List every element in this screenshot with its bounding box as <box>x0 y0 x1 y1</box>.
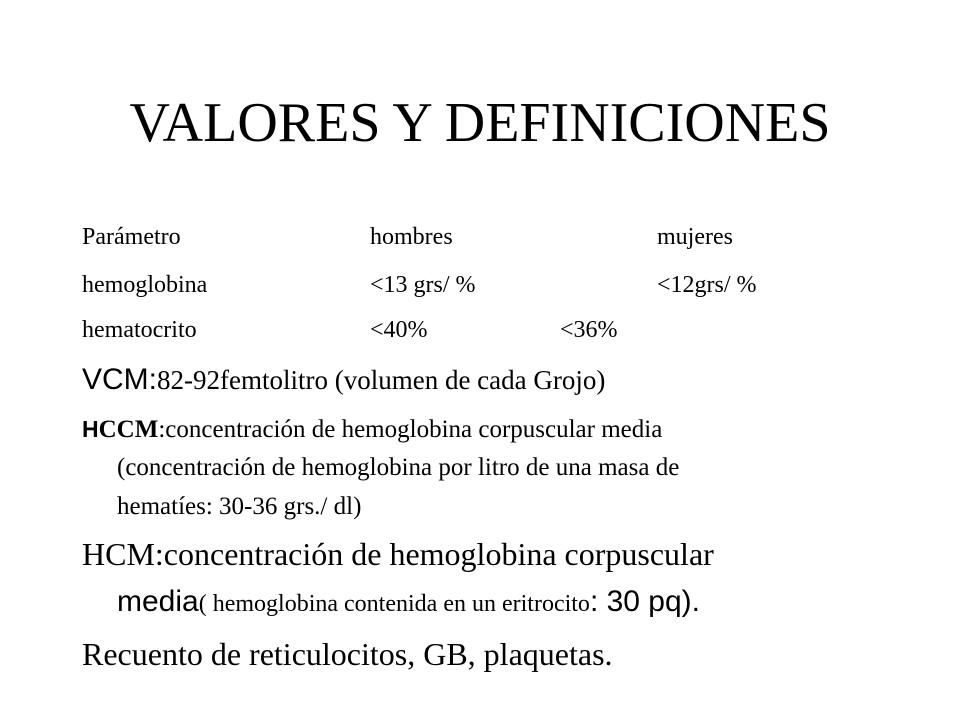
header-mujeres: mujeres <box>657 224 733 250</box>
cell-hematocrito-hombres: <40% <box>370 317 428 343</box>
cell-hemoglobina-label: hemoglobina <box>82 272 208 298</box>
table-row-hematocrito <box>82 315 882 345</box>
hccm-line-3: hematíes: 30-36 grs./ dl) <box>117 493 362 520</box>
hccm-label-rest: CCM <box>98 416 159 443</box>
hccm-line-1 <box>82 412 662 446</box>
hcm-value: : 30 pq). <box>589 585 701 618</box>
hcm-text-1: concentración de hemoglobina corpuscular <box>163 536 714 572</box>
vcm-line <box>82 360 605 400</box>
hcm-text-2: ( hemoglobina contenida en un eritrocito <box>198 591 590 617</box>
cell-hemoglobina-hombres: <13 grs/ % <box>370 272 476 298</box>
hcm-line-1 <box>82 532 714 576</box>
table-header-row <box>82 222 882 252</box>
hccm-label-h: H <box>82 416 99 442</box>
hccm-text-1: :concentración de hemoglobina corpuscular media <box>158 416 663 443</box>
hcm-label: HCM: <box>82 536 164 572</box>
hcm-media: media <box>117 585 199 618</box>
vcm-text: 82-92femtolitro (volumen de cada Grojo) <box>157 365 606 395</box>
header-parametro: Parámetro <box>82 224 181 250</box>
vcm-label: VCM: <box>82 363 157 396</box>
table-row-hemoglobina <box>82 270 882 300</box>
cell-hematocrito-label: hematocrito <box>82 317 197 343</box>
slide-title: VALORES Y DEFINICIONES <box>129 92 831 154</box>
hcm-line-2 <box>117 580 700 624</box>
hccm-line-2: (concentración de hemoglobina por litro de una masa de <box>117 454 680 481</box>
header-hombres: hombres <box>370 224 453 250</box>
cell-hemoglobina-mujeres: <12grs/ % <box>657 272 757 298</box>
recuento-line: Recuento de reticulocitos, GB, plaquetas. <box>82 636 613 672</box>
cell-hematocrito-mujeres: <36% <box>560 317 618 343</box>
